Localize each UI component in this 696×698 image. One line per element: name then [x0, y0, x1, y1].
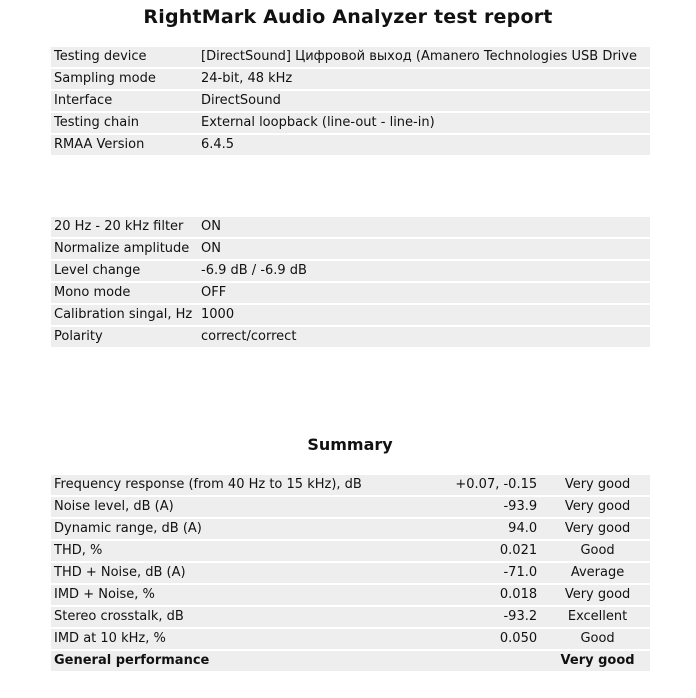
- row-label: Calibration singal, Hz: [51, 305, 198, 325]
- table-row: [51, 497, 650, 517]
- rating-cell: Very good: [542, 497, 650, 517]
- row-label: Testing chain: [51, 113, 198, 133]
- table-row: [51, 261, 650, 281]
- table-row: [51, 327, 650, 347]
- row-value: DirectSound: [198, 91, 650, 111]
- rating-cell: Excellent: [542, 607, 650, 627]
- value-cell: 0.021: [452, 541, 542, 561]
- row-label: Sampling mode: [51, 69, 198, 89]
- parameter-cell: Frequency response (from 40 Hz to 15 kHz), dB: [51, 475, 452, 495]
- rating-cell: Good: [542, 629, 650, 649]
- value-cell: [452, 651, 542, 671]
- table-row: [51, 519, 650, 539]
- summary-table: [51, 473, 650, 673]
- row-label: RMAA Version: [51, 135, 198, 155]
- table-row: [51, 541, 650, 561]
- row-label: Level change: [51, 261, 198, 281]
- row-value: 24-bit, 48 kHz: [198, 69, 650, 89]
- row-value: OFF: [198, 283, 650, 303]
- rating-cell: Very good: [542, 585, 650, 605]
- table-row: [51, 113, 650, 133]
- parameter-cell: Noise level, dB (A): [51, 497, 452, 517]
- table-row: [51, 135, 650, 155]
- row-label: Interface: [51, 91, 198, 111]
- row-label: Normalize amplitude: [51, 239, 198, 259]
- settings-table: [51, 215, 650, 349]
- report-title: RightMark Audio Analyzer test report: [143, 6, 553, 28]
- parameter-cell: Dynamic range, dB (A): [51, 519, 452, 539]
- parameter-cell: IMD at 10 kHz, %: [51, 629, 452, 649]
- general-performance-row: [51, 651, 650, 671]
- device-info-table: [51, 45, 650, 157]
- row-label: Polarity: [51, 327, 198, 347]
- table-row: [51, 475, 650, 495]
- row-label: 20 Hz - 20 kHz filter: [51, 217, 198, 237]
- row-label: Testing device: [51, 47, 198, 67]
- row-value: -6.9 dB / -6.9 dB: [198, 261, 650, 281]
- table-row: [51, 305, 650, 325]
- value-cell: 0.018: [452, 585, 542, 605]
- table-row: [51, 239, 650, 259]
- parameter-cell: IMD + Noise, %: [51, 585, 452, 605]
- value-cell: -71.0: [452, 563, 542, 583]
- rating-cell: Average: [542, 563, 650, 583]
- row-value: ON: [198, 239, 650, 259]
- value-cell: +0.07, -0.15: [452, 475, 542, 495]
- row-value: External loopback (line-out - line-in): [198, 113, 650, 133]
- table-row: [51, 47, 650, 67]
- table-row: [51, 69, 650, 89]
- value-cell: -93.2: [452, 607, 542, 627]
- row-value: correct/correct: [198, 327, 650, 347]
- value-cell: 94.0: [452, 519, 542, 539]
- table-row: [51, 607, 650, 627]
- row-value: ON: [198, 217, 650, 237]
- value-cell: 0.050: [452, 629, 542, 649]
- rating-cell: Very good: [542, 519, 650, 539]
- general-performance-rating: Very good: [542, 651, 650, 671]
- parameter-cell: THD, %: [51, 541, 452, 561]
- rating-cell: Very good: [542, 475, 650, 495]
- value-cell: -93.9: [452, 497, 542, 517]
- table-row: [51, 217, 650, 237]
- row-value: 1000: [198, 305, 650, 325]
- general-performance-label: General performance: [51, 651, 452, 671]
- table-row: [51, 283, 650, 303]
- table-row: [51, 585, 650, 605]
- row-value: [DirectSound] Цифровой выход (Amanero Technologies USB Drive: [198, 47, 650, 67]
- rating-cell: Good: [542, 541, 650, 561]
- table-row: [51, 91, 650, 111]
- parameter-cell: Stereo crosstalk, dB: [51, 607, 452, 627]
- row-label: Mono mode: [51, 283, 198, 303]
- row-value: 6.4.5: [198, 135, 650, 155]
- parameter-cell: THD + Noise, dB (A): [51, 563, 452, 583]
- summary-heading: Summary: [307, 435, 393, 454]
- table-row: [51, 629, 650, 649]
- table-row: [51, 563, 650, 583]
